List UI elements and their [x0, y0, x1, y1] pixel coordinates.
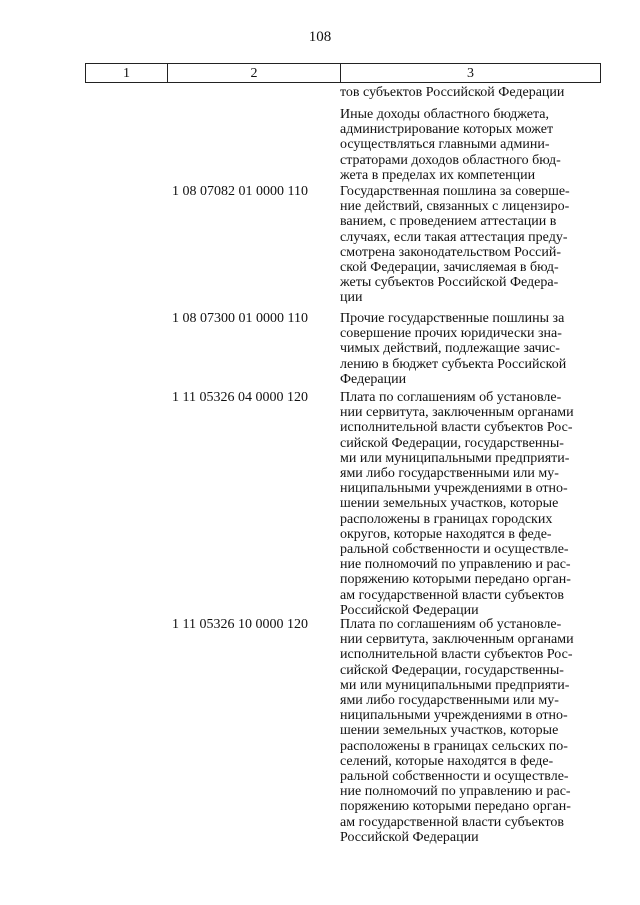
other-income-heading: Иные доходы областного бюджета, администрирование которых может осуществляться главными админи- страторами доходов областного бюд- жета в пределах их компетенции	[340, 107, 561, 183]
column-header-3: 3	[341, 64, 601, 83]
row-code: 1 08 07082 01 0000 110	[172, 184, 308, 199]
column-header-1: 1	[86, 64, 168, 83]
column-header-table	[85, 63, 601, 83]
row-description: Государственная пошлина за соверше- ние действий, связанных с лицензиро- ванием, с проведением аттестации в случаях, если такая аттестация преду- смотрена законодательством Россий- ской Федерации, зачисляемая в бюд- жеты субъектов Российской Федера- ции	[340, 184, 570, 306]
row-code: 1 11 05326 04 0000 120	[172, 390, 308, 405]
row-code: 1 11 05326 10 0000 120	[172, 617, 308, 632]
row-description: Прочие государственные пошлины за совершение прочих юридически зна- чимых действий, подлежащие зачис- лению в бюджет субъекта Российской Федерации	[340, 311, 567, 387]
column-header-row	[86, 64, 601, 83]
row-description: Плата по соглашениям об установле- нии сервитута, заключенным органами исполнительной власти субъектов Рос- сийской Федерации, государственны- ми или муниципальными предприяти- ями либо государственными или му- ниципальными учреждениями в отно- шении земельных участков, которые расположены в границах сельских по- селений, которые находятся в феде- ральной собственности и осуществле- ние полномочий по управлению и рас- поряжению которыми передано орган- ам государственной власти субъектов Российской Федерации	[340, 617, 574, 845]
column-header-2: 2	[168, 64, 341, 83]
row-code: 1 08 07300 01 0000 110	[172, 311, 308, 326]
page-number: 108	[308, 29, 332, 45]
continuation-text: тов субъектов Российской Федерации	[340, 85, 565, 100]
row-description: Плата по соглашениям об установле- нии сервитута, заключенным органами исполнительной власти субъектов Рос- сийской Федерации, государственны- ми или муниципальными предприяти- ями либо государственными или му- ниципальными учреждениями в отно- шении земельных участков, которые расположены в границах городских округов, которые находятся в феде- ральной собственности и осуществле- ние полномочий по управлению и рас- поряжению которыми передано орган- ам государственной власти субъектов Российской Федерации	[340, 390, 574, 618]
